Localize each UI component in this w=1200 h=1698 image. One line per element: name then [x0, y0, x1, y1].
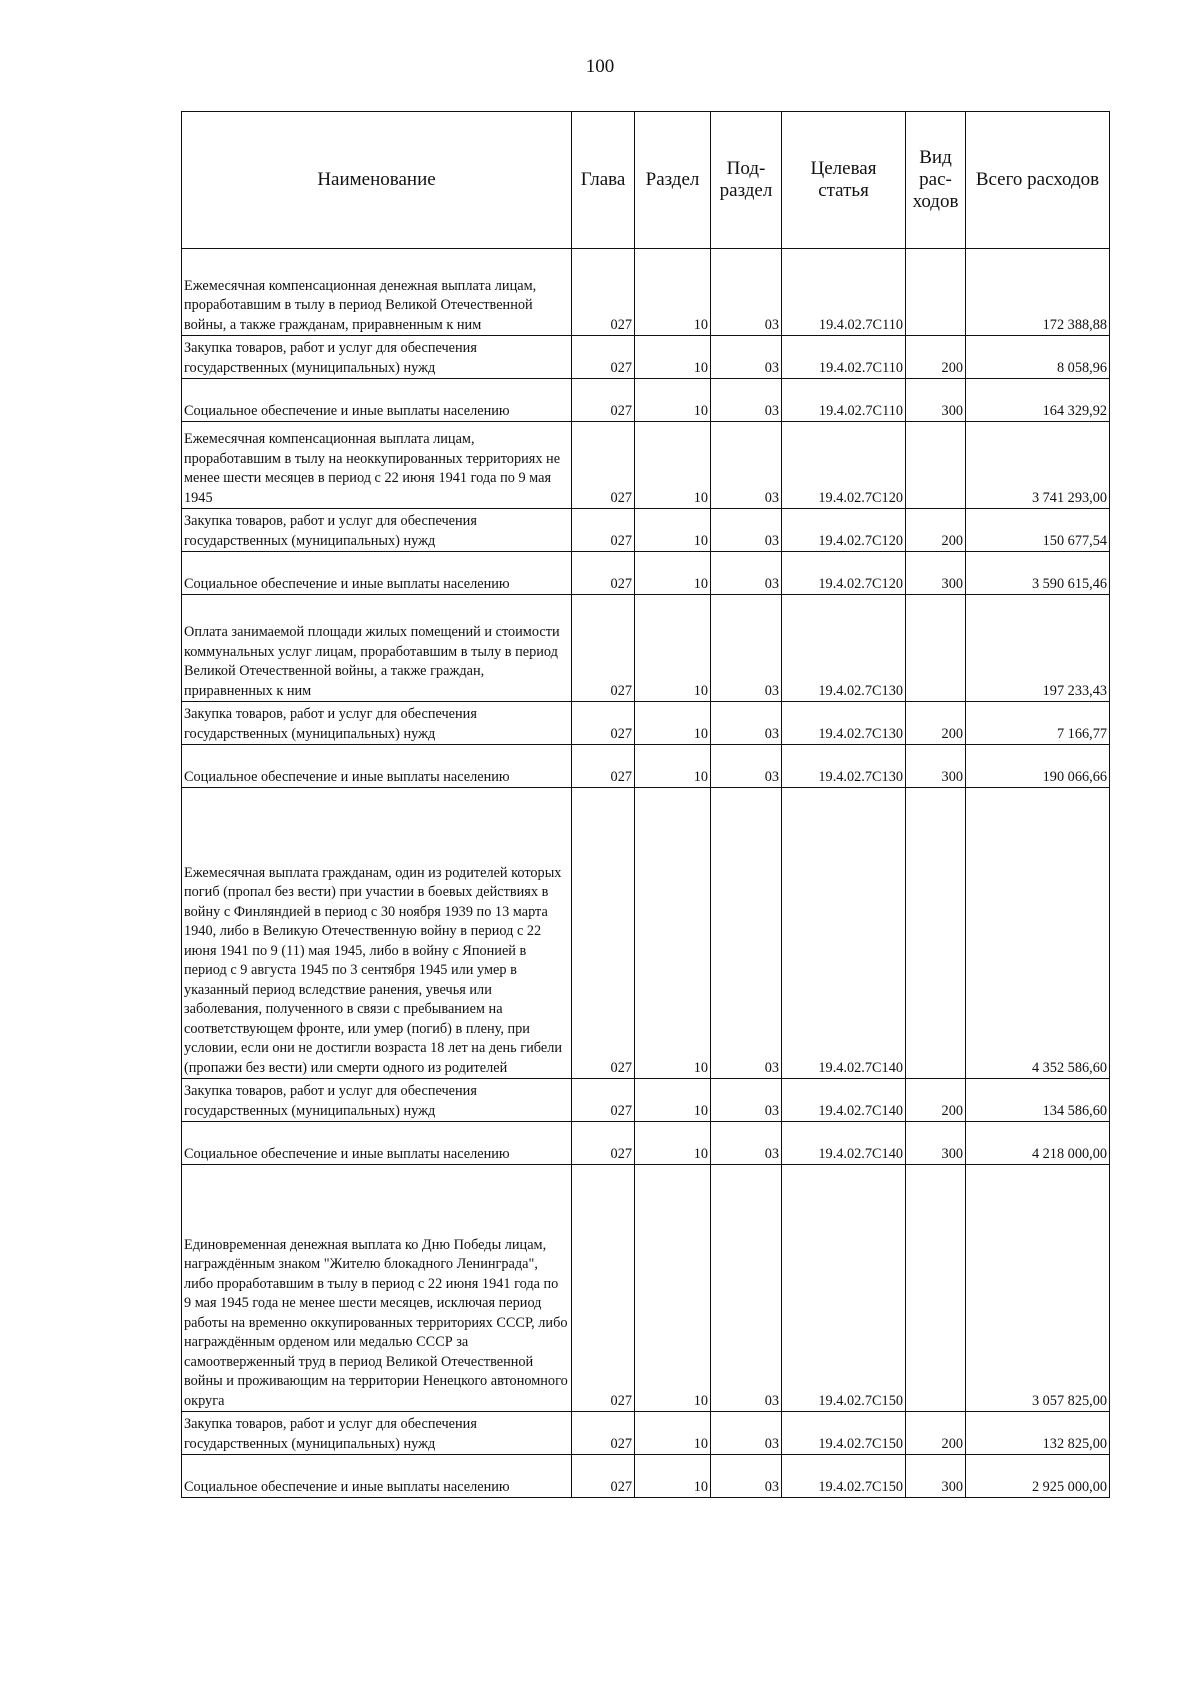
row-section: 10 [635, 1455, 711, 1498]
row-subsection: 03 [711, 552, 782, 595]
row-chapter: 027 [572, 1455, 635, 1498]
row-total: 4 352 586,60 [966, 788, 1110, 1079]
header-subsection: Под- раздел [711, 112, 782, 249]
table-row [182, 422, 1110, 509]
row-chapter: 027 [572, 1079, 635, 1122]
row-target-code: 19.4.02.7С110 [782, 336, 906, 379]
table-row [182, 379, 1110, 422]
row-total: 3 590 615,46 [966, 552, 1110, 595]
row-section: 10 [635, 595, 711, 702]
row-chapter: 027 [572, 702, 635, 745]
row-section: 10 [635, 1122, 711, 1165]
budget-table [181, 111, 1110, 1498]
row-expense-type: 300 [906, 379, 966, 422]
row-expense-type [906, 595, 966, 702]
row-expense-type: 200 [906, 336, 966, 379]
row-chapter: 027 [572, 1165, 635, 1412]
row-target-code: 19.4.02.7С140 [782, 1079, 906, 1122]
row-total: 150 677,54 [966, 509, 1110, 552]
row-target-code: 19.4.02.7С130 [782, 595, 906, 702]
table-row [182, 1455, 1110, 1498]
row-expense-type: 200 [906, 1412, 966, 1455]
row-expense-type [906, 1165, 966, 1412]
row-chapter: 027 [572, 336, 635, 379]
row-section: 10 [635, 1079, 711, 1122]
row-subsection: 03 [711, 595, 782, 702]
row-subsection: 03 [711, 788, 782, 1079]
table-row [182, 552, 1110, 595]
row-total: 134 586,60 [966, 1079, 1110, 1122]
table-row [182, 595, 1110, 702]
row-name: Социальное обеспечение и иные выплаты населению [182, 1122, 572, 1165]
table-row [182, 509, 1110, 552]
row-section: 10 [635, 745, 711, 788]
row-target-code: 19.4.02.7С120 [782, 552, 906, 595]
row-target-code: 19.4.02.7С150 [782, 1455, 906, 1498]
row-name: Ежемесячная компенсационная денежная выплата лицам, проработавшим в тылу в период Великой Отечественной войны, а также гражданам, приравненным к ним [182, 249, 572, 336]
row-section: 10 [635, 422, 711, 509]
row-expense-type: 300 [906, 552, 966, 595]
row-total: 8 058,96 [966, 336, 1110, 379]
row-target-code: 19.4.02.7С120 [782, 509, 906, 552]
table-row [182, 1412, 1110, 1455]
row-subsection: 03 [711, 249, 782, 336]
row-chapter: 027 [572, 422, 635, 509]
row-total: 7 166,77 [966, 702, 1110, 745]
row-target-code: 19.4.02.7С120 [782, 422, 906, 509]
table-row [182, 702, 1110, 745]
row-subsection: 03 [711, 1079, 782, 1122]
row-section: 10 [635, 1412, 711, 1455]
table-row [182, 745, 1110, 788]
header-total: Всего расходов [966, 112, 1110, 249]
row-name: Единовременная денежная выплата ко Дню Победы лицам, награждённым знаком "Жителю блокадного Ленинграда", либо проработавшим в тылу в период с 22 июня 1941 года по 9 мая 1945 года не менее шести месяцев, исключая период работы на временно оккупированных территориях СССР, либо награждённым орденом или медалью СССР за самоотверженный труд в период Великой Отечественной войны и проживающим на территории Ненецкого автономного округа [182, 1165, 572, 1412]
row-section: 10 [635, 702, 711, 745]
row-section: 10 [635, 379, 711, 422]
row-total: 172 388,88 [966, 249, 1110, 336]
row-subsection: 03 [711, 509, 782, 552]
row-chapter: 027 [572, 745, 635, 788]
row-name: Социальное обеспечение и иные выплаты населению [182, 1455, 572, 1498]
row-total: 3 057 825,00 [966, 1165, 1110, 1412]
row-name: Оплата занимаемой площади жилых помещений и стоимости коммунальных услуг лицам, проработавшим в тылу в период Великой Отечественной войны, а также граждан, приравненных к ним [182, 595, 572, 702]
row-total: 3 741 293,00 [966, 422, 1110, 509]
row-subsection: 03 [711, 379, 782, 422]
table-row [182, 1165, 1110, 1412]
row-section: 10 [635, 552, 711, 595]
row-target-code: 19.4.02.7С110 [782, 379, 906, 422]
row-chapter: 027 [572, 1412, 635, 1455]
row-chapter: 027 [572, 509, 635, 552]
row-expense-type [906, 249, 966, 336]
row-name: Социальное обеспечение и иные выплаты населению [182, 379, 572, 422]
row-total: 164 329,92 [966, 379, 1110, 422]
row-target-code: 19.4.02.7С130 [782, 702, 906, 745]
row-chapter: 027 [572, 249, 635, 336]
row-chapter: 027 [572, 1122, 635, 1165]
row-target-code: 19.4.02.7С140 [782, 1122, 906, 1165]
header-chapter: Глава [572, 112, 635, 249]
row-subsection: 03 [711, 745, 782, 788]
row-subsection: 03 [711, 336, 782, 379]
row-name: Ежемесячная компенсационная выплата лицам, проработавшим в тылу на неоккупированных территориях не менее шести месяцев в период с 22 июня 1941 года по 9 мая 1945 [182, 422, 572, 509]
row-expense-type: 300 [906, 1455, 966, 1498]
row-section: 10 [635, 509, 711, 552]
row-expense-type [906, 788, 966, 1079]
table-row [182, 249, 1110, 336]
row-subsection: 03 [711, 1455, 782, 1498]
row-section: 10 [635, 788, 711, 1079]
header-section: Раздел [635, 112, 711, 249]
row-chapter: 027 [572, 552, 635, 595]
row-expense-type [906, 422, 966, 509]
row-total: 4 218 000,00 [966, 1122, 1110, 1165]
table-row [182, 336, 1110, 379]
header-target: Целевая статья [782, 112, 906, 249]
row-subsection: 03 [711, 1165, 782, 1412]
table-row [182, 1079, 1110, 1122]
row-subsection: 03 [711, 702, 782, 745]
row-name: Закупка товаров, работ и услуг для обеспечения государственных (муниципальных) нужд [182, 509, 572, 552]
row-chapter: 027 [572, 595, 635, 702]
row-section: 10 [635, 249, 711, 336]
row-name: Социальное обеспечение и иные выплаты населению [182, 552, 572, 595]
row-total: 132 825,00 [966, 1412, 1110, 1455]
row-name: Закупка товаров, работ и услуг для обеспечения государственных (муниципальных) нужд [182, 702, 572, 745]
row-subsection: 03 [711, 422, 782, 509]
row-total: 197 233,43 [966, 595, 1110, 702]
row-name: Закупка товаров, работ и услуг для обеспечения государственных (муниципальных) нужд [182, 1079, 572, 1122]
row-subsection: 03 [711, 1122, 782, 1165]
row-expense-type: 200 [906, 509, 966, 552]
row-chapter: 027 [572, 379, 635, 422]
row-target-code: 19.4.02.7С110 [782, 249, 906, 336]
row-name: Ежемесячная выплата гражданам, один из родителей которых погиб (пропал без вести) при участии в боевых действиях в войну с Финляндией в период с 30 ноября 1939 по 13 марта 1940, либо в Великую Отечественную войну в период с 22 июня 1941 по 9 (11) мая 1945, либо в войну с Японией в период с 9 августа 1945 по 3 сентября 1945 или умер в указанный период вследствие ранения, увечья или заболевания, полученного в связи с пребыванием на соответствующем фронте, или умер (погиб) в плену, при условии, если они не достигли возраста 18 лет на день гибели (пропажи без вести) или смерти одного из родителей [182, 788, 572, 1079]
page-number: 100 [585, 56, 615, 77]
row-total: 190 066,66 [966, 745, 1110, 788]
row-target-code: 19.4.02.7С150 [782, 1165, 906, 1412]
row-section: 10 [635, 336, 711, 379]
header-name: Наименование [182, 112, 572, 249]
row-target-code: 19.4.02.7С140 [782, 788, 906, 1079]
row-chapter: 027 [572, 788, 635, 1079]
row-name: Закупка товаров, работ и услуг для обеспечения государственных (муниципальных) нужд [182, 1412, 572, 1455]
header-row [182, 112, 1110, 249]
row-name: Закупка товаров, работ и услуг для обеспечения государственных (муниципальных) нужд [182, 336, 572, 379]
header-type: Вид рас- ходов [906, 112, 966, 249]
table-row [182, 1122, 1110, 1165]
row-expense-type: 200 [906, 702, 966, 745]
row-section: 10 [635, 1165, 711, 1412]
row-expense-type: 200 [906, 1079, 966, 1122]
row-target-code: 19.4.02.7С150 [782, 1412, 906, 1455]
row-name: Социальное обеспечение и иные выплаты населению [182, 745, 572, 788]
table-row [182, 788, 1110, 1079]
row-total: 2 925 000,00 [966, 1455, 1110, 1498]
row-expense-type: 300 [906, 1122, 966, 1165]
row-expense-type: 300 [906, 745, 966, 788]
row-target-code: 19.4.02.7С130 [782, 745, 906, 788]
row-subsection: 03 [711, 1412, 782, 1455]
